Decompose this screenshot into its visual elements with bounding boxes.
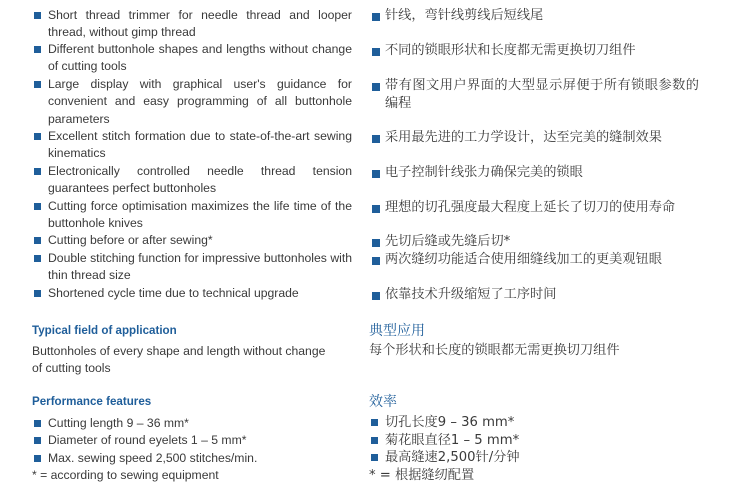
- square-bullet-icon: [372, 257, 380, 265]
- list-item: Short thread trimmer for needle thread and looper thread, without gimp thread: [32, 7, 352, 41]
- features-list-zh: [369, 7, 699, 304]
- square-bullet-icon: [371, 437, 378, 444]
- performance-section-en: [32, 393, 332, 485]
- list-item: 不同的锁眼形状和长度都无需更换切刀组件: [369, 42, 699, 77]
- list-item: 两次缝纫功能适合使用细缝线加工的更美观钮眼: [369, 251, 699, 286]
- list-item: 最高缝速2,500针/分钟: [369, 449, 709, 467]
- list-item: 针线，弯针线剪线后短线尾: [369, 7, 699, 42]
- list-item: 依靠技术升级缩短了工序时间: [369, 286, 699, 304]
- square-bullet-icon: [372, 205, 380, 213]
- square-bullet-icon: [34, 81, 41, 88]
- list-item: Excellent stitch formation due to state-of-the-art sewing kinematics: [32, 128, 352, 163]
- section-heading: Typical field of application: [32, 324, 177, 337]
- square-bullet-icon: [372, 48, 380, 56]
- square-bullet-icon: [34, 237, 41, 244]
- square-bullet-icon: [372, 13, 380, 21]
- performance-section-zh: [369, 394, 709, 485]
- section-text: Buttonholes of every shape and length without change of cutting tools: [32, 343, 326, 376]
- list-item: Electronically controlled needle thread tension guarantees perfect buttonholes: [32, 163, 352, 198]
- square-bullet-icon: [34, 133, 41, 140]
- square-bullet-icon: [371, 454, 378, 461]
- square-bullet-icon: [372, 170, 380, 178]
- list-item: 切孔长度9 – 36 mm*: [369, 414, 709, 432]
- square-bullet-icon: [34, 255, 41, 262]
- application-section-zh: [369, 322, 709, 360]
- section-heading: 典型应用: [369, 323, 425, 339]
- list-item: Max. sewing speed 2,500 stitches/min.: [32, 450, 332, 468]
- list-item: 电子控制针线张力确保完美的锁眼: [369, 164, 699, 199]
- footnote: * = according to sewing equipment: [32, 468, 219, 483]
- section-heading: Performance features: [32, 395, 152, 408]
- list-item: Different buttonhole shapes and lengths without change of cutting tools: [32, 41, 352, 76]
- square-bullet-icon: [34, 203, 41, 210]
- list-item: Double stitching function for impressive buttonholes with thin thread size: [32, 250, 352, 285]
- list-item: Cutting length 9 – 36 mm*: [32, 415, 332, 433]
- section-heading: 效率: [369, 394, 397, 410]
- square-bullet-icon: [34, 168, 41, 175]
- list-item: 菊花眼直径1 – 5 mm*: [369, 432, 709, 450]
- list-item: Diameter of round eyelets 1 – 5 mm*: [32, 432, 332, 450]
- square-bullet-icon: [34, 437, 41, 444]
- features-list-en: [32, 7, 352, 303]
- list-item: 采用最先进的工力学设计，达至完美的缝制效果: [369, 129, 699, 164]
- list-item: 理想的切孔强度最大程度上延长了切刀的使用寿命: [369, 199, 699, 233]
- list-item: Large display with graphical user's guidance for convenient and easy programming of all buttonhole parameters: [32, 76, 352, 128]
- square-bullet-icon: [372, 292, 380, 300]
- square-bullet-icon: [372, 239, 380, 247]
- square-bullet-icon: [372, 135, 380, 143]
- list-item: 先切后缝或先缝后切*: [369, 233, 699, 251]
- section-text: 每个形状和长度的锁眼都无需更换切刀组件: [369, 343, 620, 358]
- square-bullet-icon: [371, 419, 378, 426]
- square-bullet-icon: [34, 12, 41, 19]
- square-bullet-icon: [34, 290, 41, 297]
- list-item: Cutting before or after sewing*: [32, 232, 352, 250]
- list-item: Cutting force optimisation maximizes the life time of the buttonhole knives: [32, 198, 352, 232]
- square-bullet-icon: [34, 420, 41, 427]
- square-bullet-icon: [34, 46, 41, 53]
- list-item: 带有图文用户界面的大型显示屏便于所有锁眼参数的编程: [369, 77, 699, 129]
- square-bullet-icon: [34, 455, 41, 462]
- footnote: * = 根据缝纫配置: [369, 468, 475, 484]
- list-item: Shortened cycle time due to technical upgrade: [32, 285, 352, 303]
- application-section-en: [32, 322, 332, 378]
- square-bullet-icon: [372, 83, 380, 91]
